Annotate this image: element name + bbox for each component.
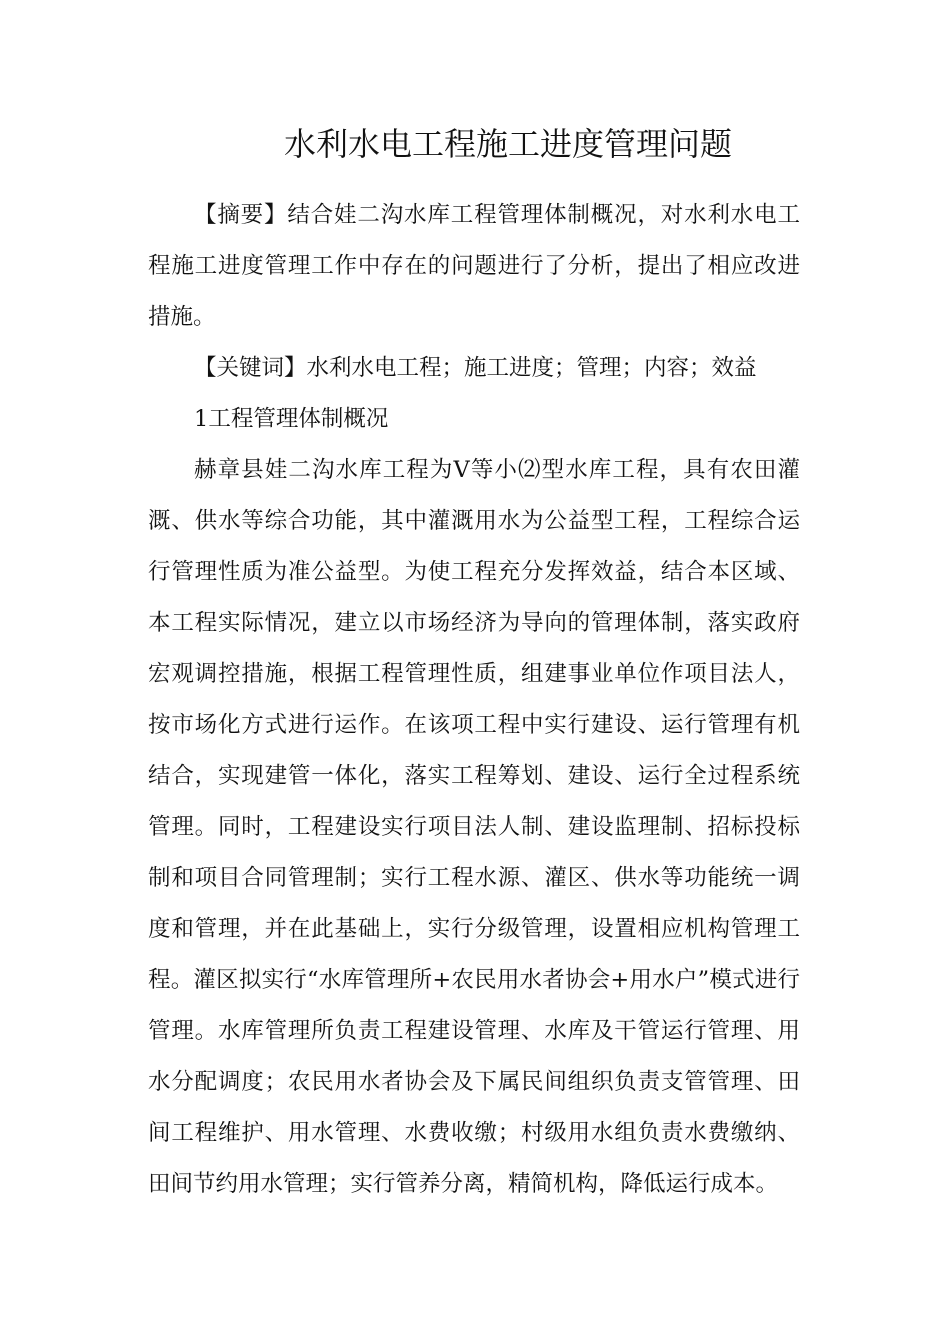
section-heading: 1工程管理体制概况 [194, 406, 389, 432]
body-paragraph: 赫章县娃二沟水库工程为Ⅴ等小⑵型水库工程，具有农田灌溉、供水等综合功能，其中灌溉用水为公益型工程，工程综合运行管理性质为准公益型。为使工程充分发挥效益，结合本区域、本工程实际情况，建立以市场经济为导向的管理体制，落实政府宏观调控措施，根据工程管理性质，组建事业单位作项目法人，按市场化方式进行运作。在该项工程中实行建设、运行管理有机结合，实现建管一体化，落实工程筹划、建设、运行全过程系统管理。同时，工程建设实行项目法人制、建设监理制、招标投标制和项目合同管理制；实行工程水源、灌区、供水等功能统一调度和管理，并在此基础上，实行分级管理，设置相应机构管理工程。灌区拟实行“水库管理所+农民用水者协会+用水户”模式进行管理。水库管理所负责工程建设管理、水库及干管运行管理、用水分配调度；农民用水者协会及下属民间组织负责支管管理、田间工程维护、用水管理、水费收缴；村级用水组负责水费缴纳、田间节约用水管理；实行管养分离，精简机构，降低运行成本。 [148, 457, 800, 1197]
abstract-paragraph: 【摘要】结合娃二沟水库工程管理体制概况，对水利水电工程施工进度管理工作中存在的问题进行了分析，提出了相应改进措施。 [148, 202, 800, 330]
keywords-paragraph: 【关键词】水利水电工程；施工进度；管理；内容；效益 [194, 355, 757, 381]
document-title: 水利水电工程施工进度管理问题 [283, 125, 732, 163]
